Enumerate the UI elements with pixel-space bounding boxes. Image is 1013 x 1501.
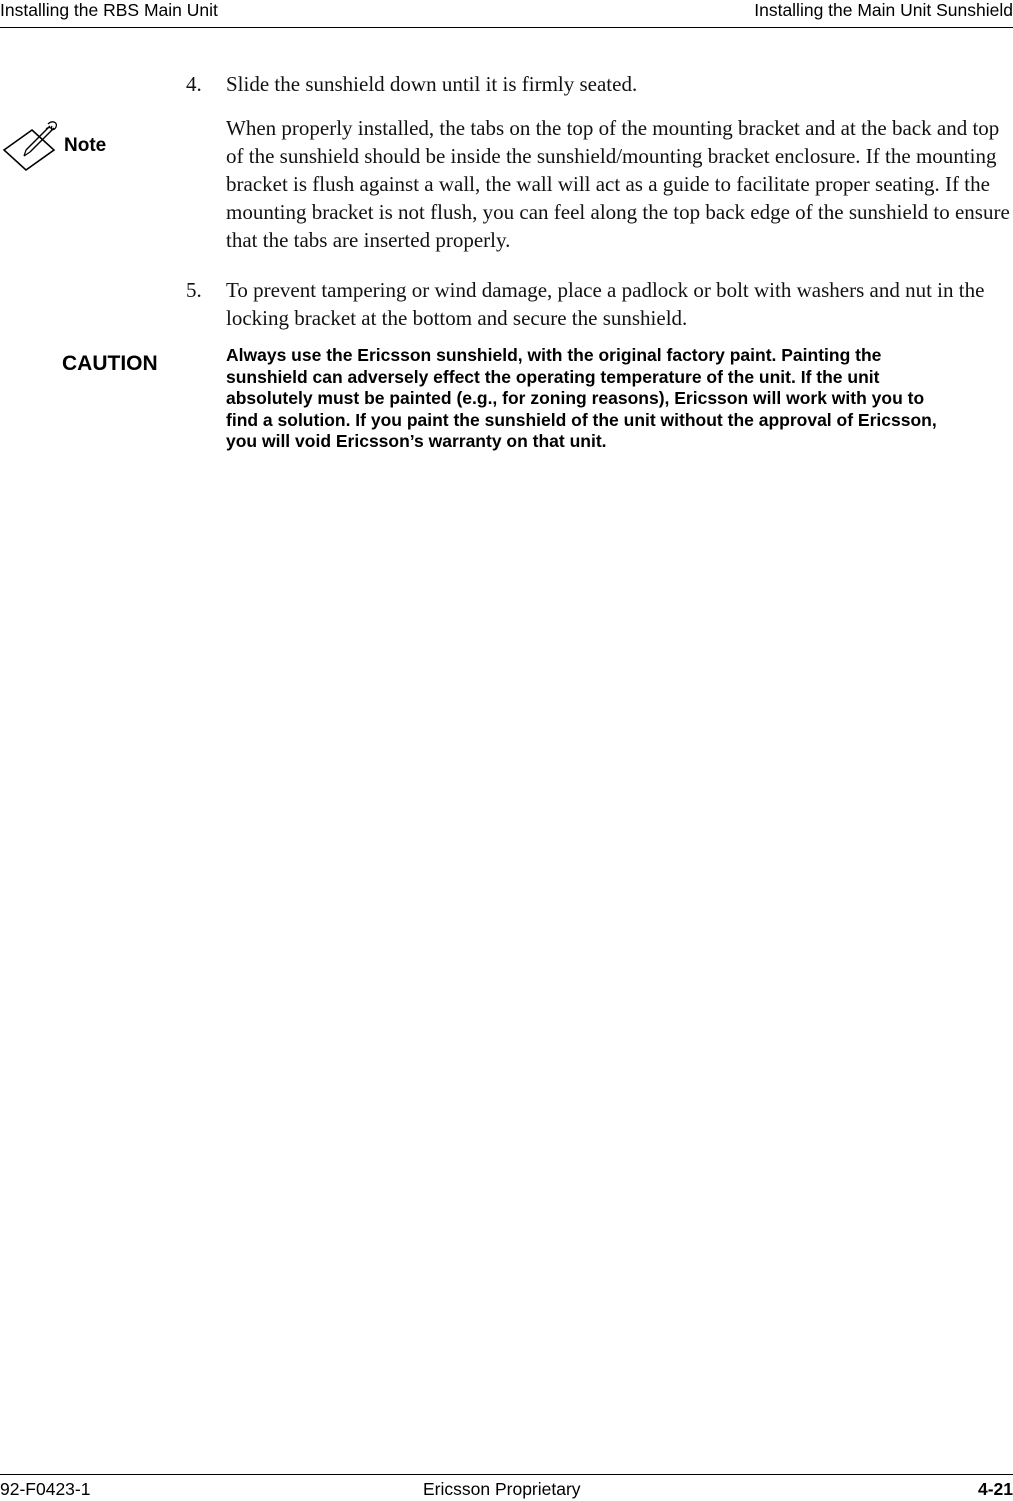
page-header: [0, 0, 1013, 28]
footer-proprietary: Ericsson Proprietary: [423, 1479, 581, 1499]
note-pencil-icon: [2, 118, 62, 174]
step-text: To prevent tampering or wind damage, place a padlock or bolt with washers and nut in the locking bracket at the bottom and secure the sunshield.: [226, 278, 985, 330]
caution-text: Always use the Ericsson sunshield, with the original factory paint. Painting the sunshield can adversely effect the operating temperature of the unit. If the unit absolutely must be painted (e.g., for zoning reasons), Ericsson will work with you to find a solution. If you paint the sunshield of the unit without the approval of Ericsson, you will void Ericsson’s warranty on that unit.: [226, 345, 937, 451]
step-4: [186, 70, 1006, 100]
footer-page-number: 4-21: [977, 1479, 1013, 1499]
step-text: Slide the sunshield down until it is firmly seated.: [226, 72, 638, 96]
step-number: 5.: [186, 278, 202, 302]
footer-doc-number: 92-F0423-1: [0, 1479, 91, 1499]
step-5: [186, 276, 1006, 336]
note-text: When properly installed, the tabs on the top of the mounting bracket and at the back and top of the sunshield should be inside the sunshield/mounting bracket enclosure. If the mounting bracket is flush against a wall, the wall will act as a guide to facilitate proper seating. If the mounting bracket is not flush, you can feel along the top back edge of the sunshield to ensure that the tabs are inserted properly.: [226, 116, 1010, 252]
header-section-title: Installing the Main Unit Sunshield: [754, 0, 1013, 20]
caution-label: CAUTION: [62, 352, 158, 375]
header-chapter-title: Installing the RBS Main Unit: [0, 0, 218, 20]
page-footer: [0, 1474, 1013, 1501]
note-label: Note: [64, 135, 107, 156]
step-number: 4.: [186, 72, 202, 96]
